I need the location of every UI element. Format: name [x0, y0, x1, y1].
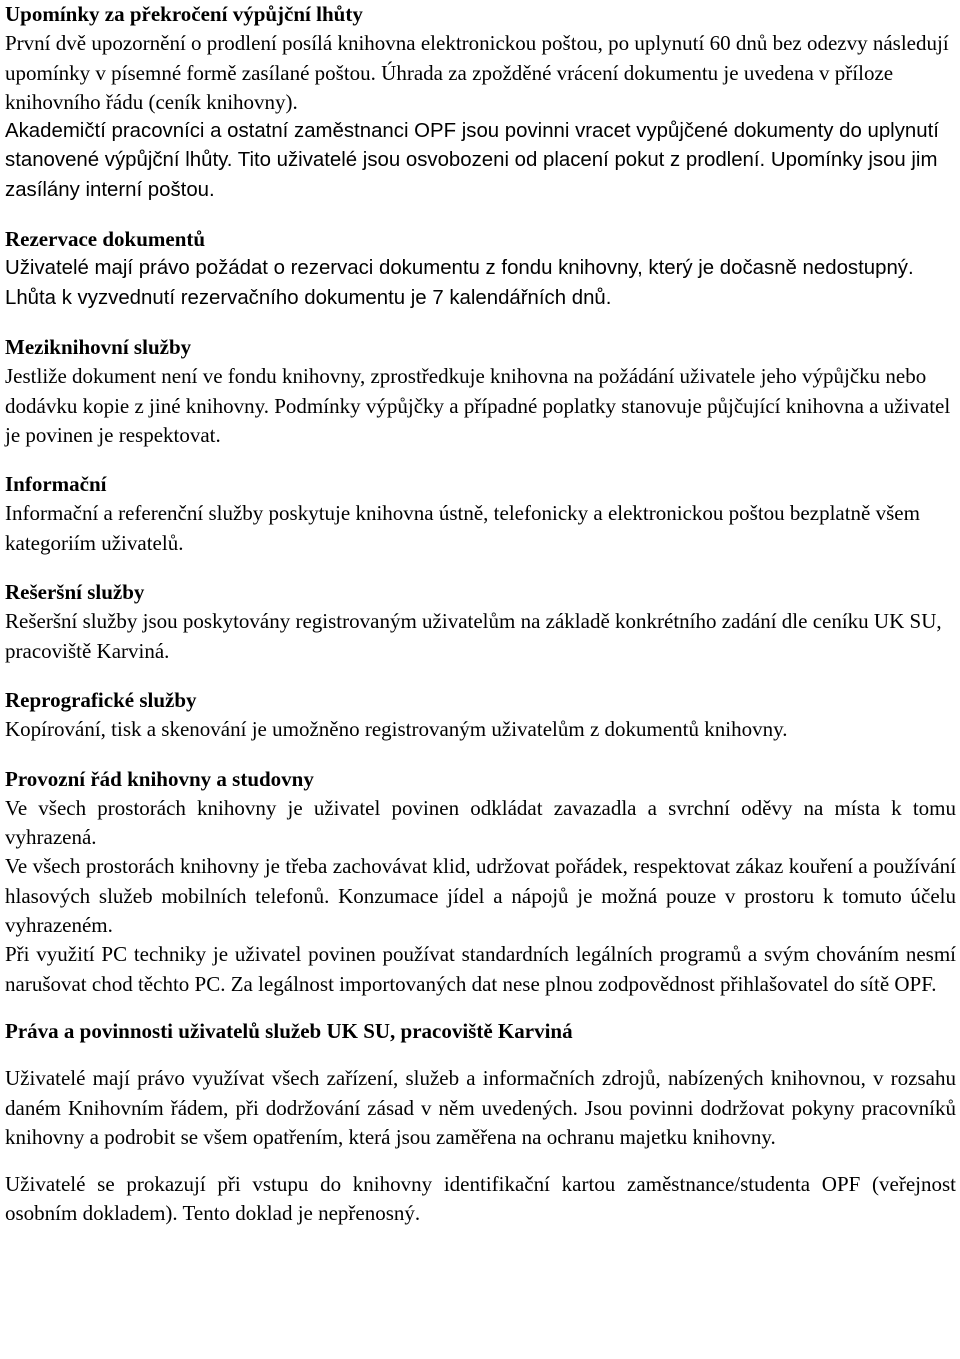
- section-paragraph: Jestliže dokument není ve fondu knihovny, zprostředkuje knihovna na požádání uživatele jeho výpůjčku nebo dodávku kopie z jiné knihovny. Podmínky výpůjčky a případné poplatky stanovuje půjčující knihovna a uživatel je povinen je respektovat.: [5, 364, 951, 447]
- section-heading: Rezervace dokumentů: [5, 227, 206, 252]
- section-research: [5, 578, 956, 666]
- section-paragraph: Informační a referenční služby poskytuje knihovna ústně, telefonicky a elektronickou poštou bezplatně všem kategoriím uživatelů.: [5, 501, 920, 555]
- section-paragraph: Akademičtí pracovníci a ostatní zaměstnanci OPF jsou povinni vracet vypůjčené dokumenty do uplynutí stanovené výpůjční lhůty. Tito uživatelé jsou osvobozeni od placení pokut z prodlení. Upomínky jsou jim zasílány interní poštou.: [5, 120, 939, 201]
- section-paragraph: První dvě upozornění o prodlení posílá knihovna elektronickou poštou, po uplynutí 60 dnů bez odezvy následují upomínky v písemné formě zasílané poštou. Úhrada za zpožděné vrácení dokumentu je uvedena v příloze knihovního řádu (ceník knihovny).: [5, 31, 949, 114]
- section-heading: Upomínky za překročení výpůjční lhůty: [5, 2, 363, 26]
- section-paragraph: Uživatelé mají právo využívat všech zařízení, služeb a informačních zdrojů, nabízených knihovnou, v rozsahu daném Knihovním řádem, při dodržování zásad v něm uvedených. Jsou povinni dodržovat pokyny pracovníků knihovny a podrobit se všem opatřením, která jsou zaměřena na ochranu majetku knihovny.: [5, 1066, 956, 1149]
- section-interlibrary: [5, 333, 956, 450]
- section-reprographic: [5, 686, 956, 745]
- section-heading: Informační: [5, 472, 107, 497]
- section-heading: Meziknihovní služby: [5, 334, 192, 359]
- section-heading: Rešeršní služby: [5, 580, 145, 605]
- section-reminders: [5, 0, 956, 205]
- section-reservations: [5, 225, 956, 313]
- section-heading: Provozní řád knihovny a studovny: [5, 766, 314, 791]
- section-paragraph: Rešeršní služby jsou poskytovány registrovaným uživatelům na základě konkrétního zadání dle ceníku UK SU, pracoviště Karviná.: [5, 609, 942, 663]
- section-rights-duties: [5, 1017, 956, 1229]
- section-operating-rules: [5, 765, 956, 999]
- section-paragraph: Ve všech prostorách knihovny je uživatel povinen odkládat zavazadla a svrchní oděvy na místa k tomu vyhrazená.: [5, 795, 956, 850]
- section-heading: Práva a povinnosti uživatelů služeb UK SU, pracoviště Karviná: [5, 1018, 573, 1043]
- section-information: [5, 470, 956, 558]
- section-paragraph: Kopírování, tisk a skenování je umožněno registrovaným uživatelům z dokumentů knihovny.: [5, 717, 788, 742]
- section-paragraph: Při využití PC techniky je uživatel povinen používat standardních legálních programů a svým chováním nesmí narušovat chod těchto PC. Za legálnost importovaných dat nese plnou zodpovědnost přihlašovatel do sítě OPF.: [5, 942, 956, 996]
- section-paragraph: Uživatelé mají právo požádat o rezervaci dokumentu z fondu knihovny, který je dočasně nedostupný. Lhůta k vyzvednutí rezervačního dokumentu je 7 kalendářních dnů.: [5, 257, 914, 309]
- section-paragraph: Ve všech prostorách knihovny je třeba zachovávat klid, udržovat pořádek, respektovat zákaz kouření a používání hlasových služeb mobilních telefonů. Konzumace jídel a nápojů je možná pouze v prostoru k tomuto účelu vyhrazeném.: [5, 854, 956, 938]
- section-paragraph: Uživatelé se prokazují při vstupu do knihovny identifikační kartou zaměstnance/studenta OPF (veřejnost osobním dokladem). Tento doklad je nepřenosný.: [5, 1172, 956, 1226]
- section-heading: Reprografické služby: [5, 687, 197, 712]
